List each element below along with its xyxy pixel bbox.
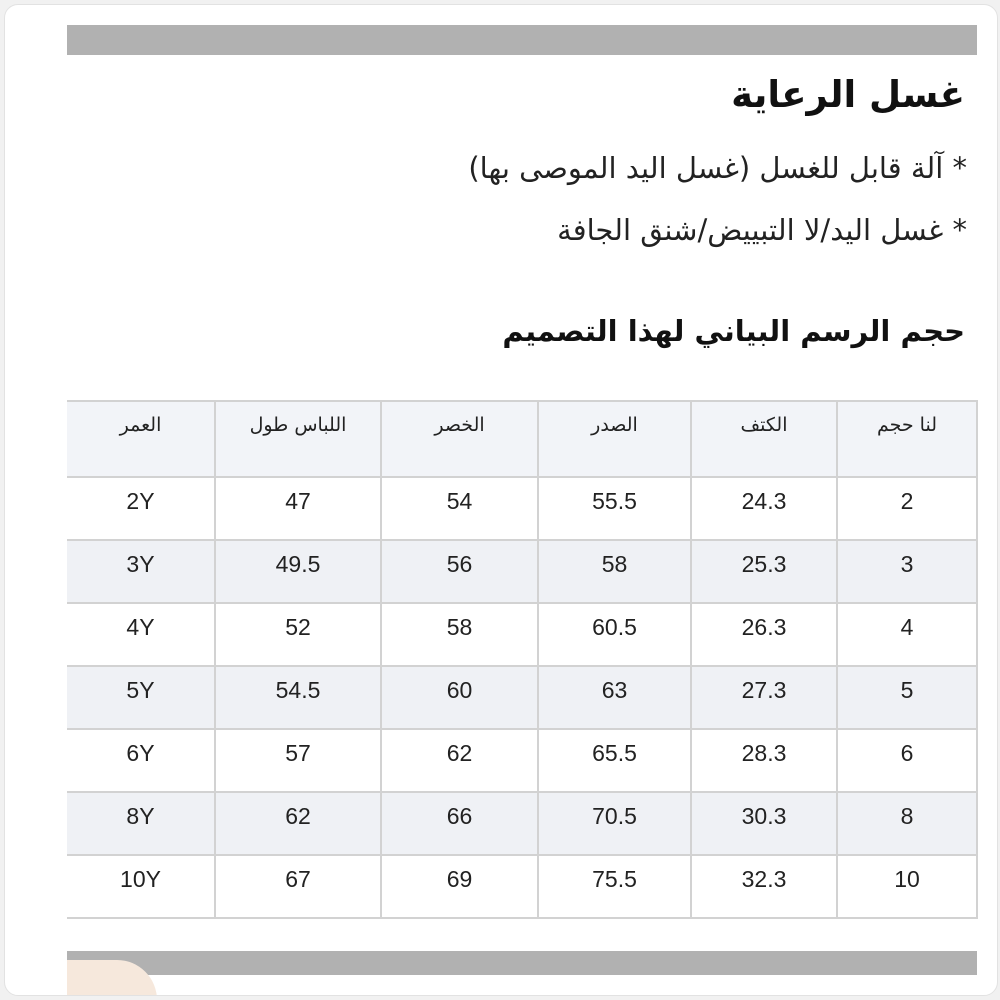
cell-shoulder: 28.3	[691, 729, 837, 792]
table-header-row	[67, 401, 977, 477]
cell-dress-length: 57	[215, 729, 381, 792]
cell-chest: 65.5	[538, 729, 691, 792]
cell-shoulder: 26.3	[691, 603, 837, 666]
cell-dress-length: 49.5	[215, 540, 381, 603]
table-row	[67, 729, 977, 792]
table-row	[67, 540, 977, 603]
cell-shoulder: 25.3	[691, 540, 837, 603]
table-row	[67, 477, 977, 540]
cell-us-size: 6	[837, 729, 977, 792]
cell-age: 8Y	[67, 792, 215, 855]
cell-us-size: 10	[837, 855, 977, 918]
cell-us-size: 5	[837, 666, 977, 729]
cell-dress-length: 54.5	[215, 666, 381, 729]
size-chart-title: حجم الرسم البياني لهذا التصميم	[502, 314, 965, 348]
cell-age: 3Y	[67, 540, 215, 603]
cell-waist: 58	[381, 603, 538, 666]
column-header-dress-length: اللباس طول	[215, 401, 381, 477]
cell-chest: 60.5	[538, 603, 691, 666]
cell-shoulder: 32.3	[691, 855, 837, 918]
cell-age: 6Y	[67, 729, 215, 792]
top-divider-band	[67, 25, 977, 55]
cell-waist: 60	[381, 666, 538, 729]
cell-age: 4Y	[67, 603, 215, 666]
cell-us-size: 3	[837, 540, 977, 603]
cell-us-size: 2	[837, 477, 977, 540]
cell-chest: 63	[538, 666, 691, 729]
cell-shoulder: 30.3	[691, 792, 837, 855]
table-row	[67, 792, 977, 855]
column-header-age: العمر	[67, 401, 215, 477]
care-instruction-hand-wash: * غسل اليد/لا التبييض/شنق الجافة	[557, 213, 967, 247]
cell-waist: 54	[381, 477, 538, 540]
cell-dress-length: 62	[215, 792, 381, 855]
cell-waist: 66	[381, 792, 538, 855]
table-row	[67, 666, 977, 729]
cell-shoulder: 24.3	[691, 477, 837, 540]
table-row	[67, 603, 977, 666]
product-info-card	[4, 4, 998, 996]
cell-chest: 55.5	[538, 477, 691, 540]
cell-dress-length: 67	[215, 855, 381, 918]
cell-shoulder: 27.3	[691, 666, 837, 729]
cell-waist: 56	[381, 540, 538, 603]
cell-us-size: 4	[837, 603, 977, 666]
column-header-waist: الخصر	[381, 401, 538, 477]
cell-chest: 70.5	[538, 792, 691, 855]
bottom-divider-band	[67, 951, 977, 975]
size-chart-table	[67, 400, 978, 919]
cell-chest: 75.5	[538, 855, 691, 918]
care-instruction-machine-wash: * آلة قابل للغسل (غسل اليد الموصى بها)	[468, 151, 967, 185]
cell-chest: 58	[538, 540, 691, 603]
cell-age: 5Y	[67, 666, 215, 729]
cell-waist: 62	[381, 729, 538, 792]
cell-waist: 69	[381, 855, 538, 918]
cell-dress-length: 47	[215, 477, 381, 540]
column-header-chest: الصدر	[538, 401, 691, 477]
cell-dress-length: 52	[215, 603, 381, 666]
column-header-us-size: لنا حجم	[837, 401, 977, 477]
cell-age: 10Y	[67, 855, 215, 918]
cell-age: 2Y	[67, 477, 215, 540]
cell-us-size: 8	[837, 792, 977, 855]
care-heading: غسل الرعاية	[731, 73, 965, 116]
column-header-shoulder: الكتف	[691, 401, 837, 477]
table-row	[67, 855, 977, 918]
